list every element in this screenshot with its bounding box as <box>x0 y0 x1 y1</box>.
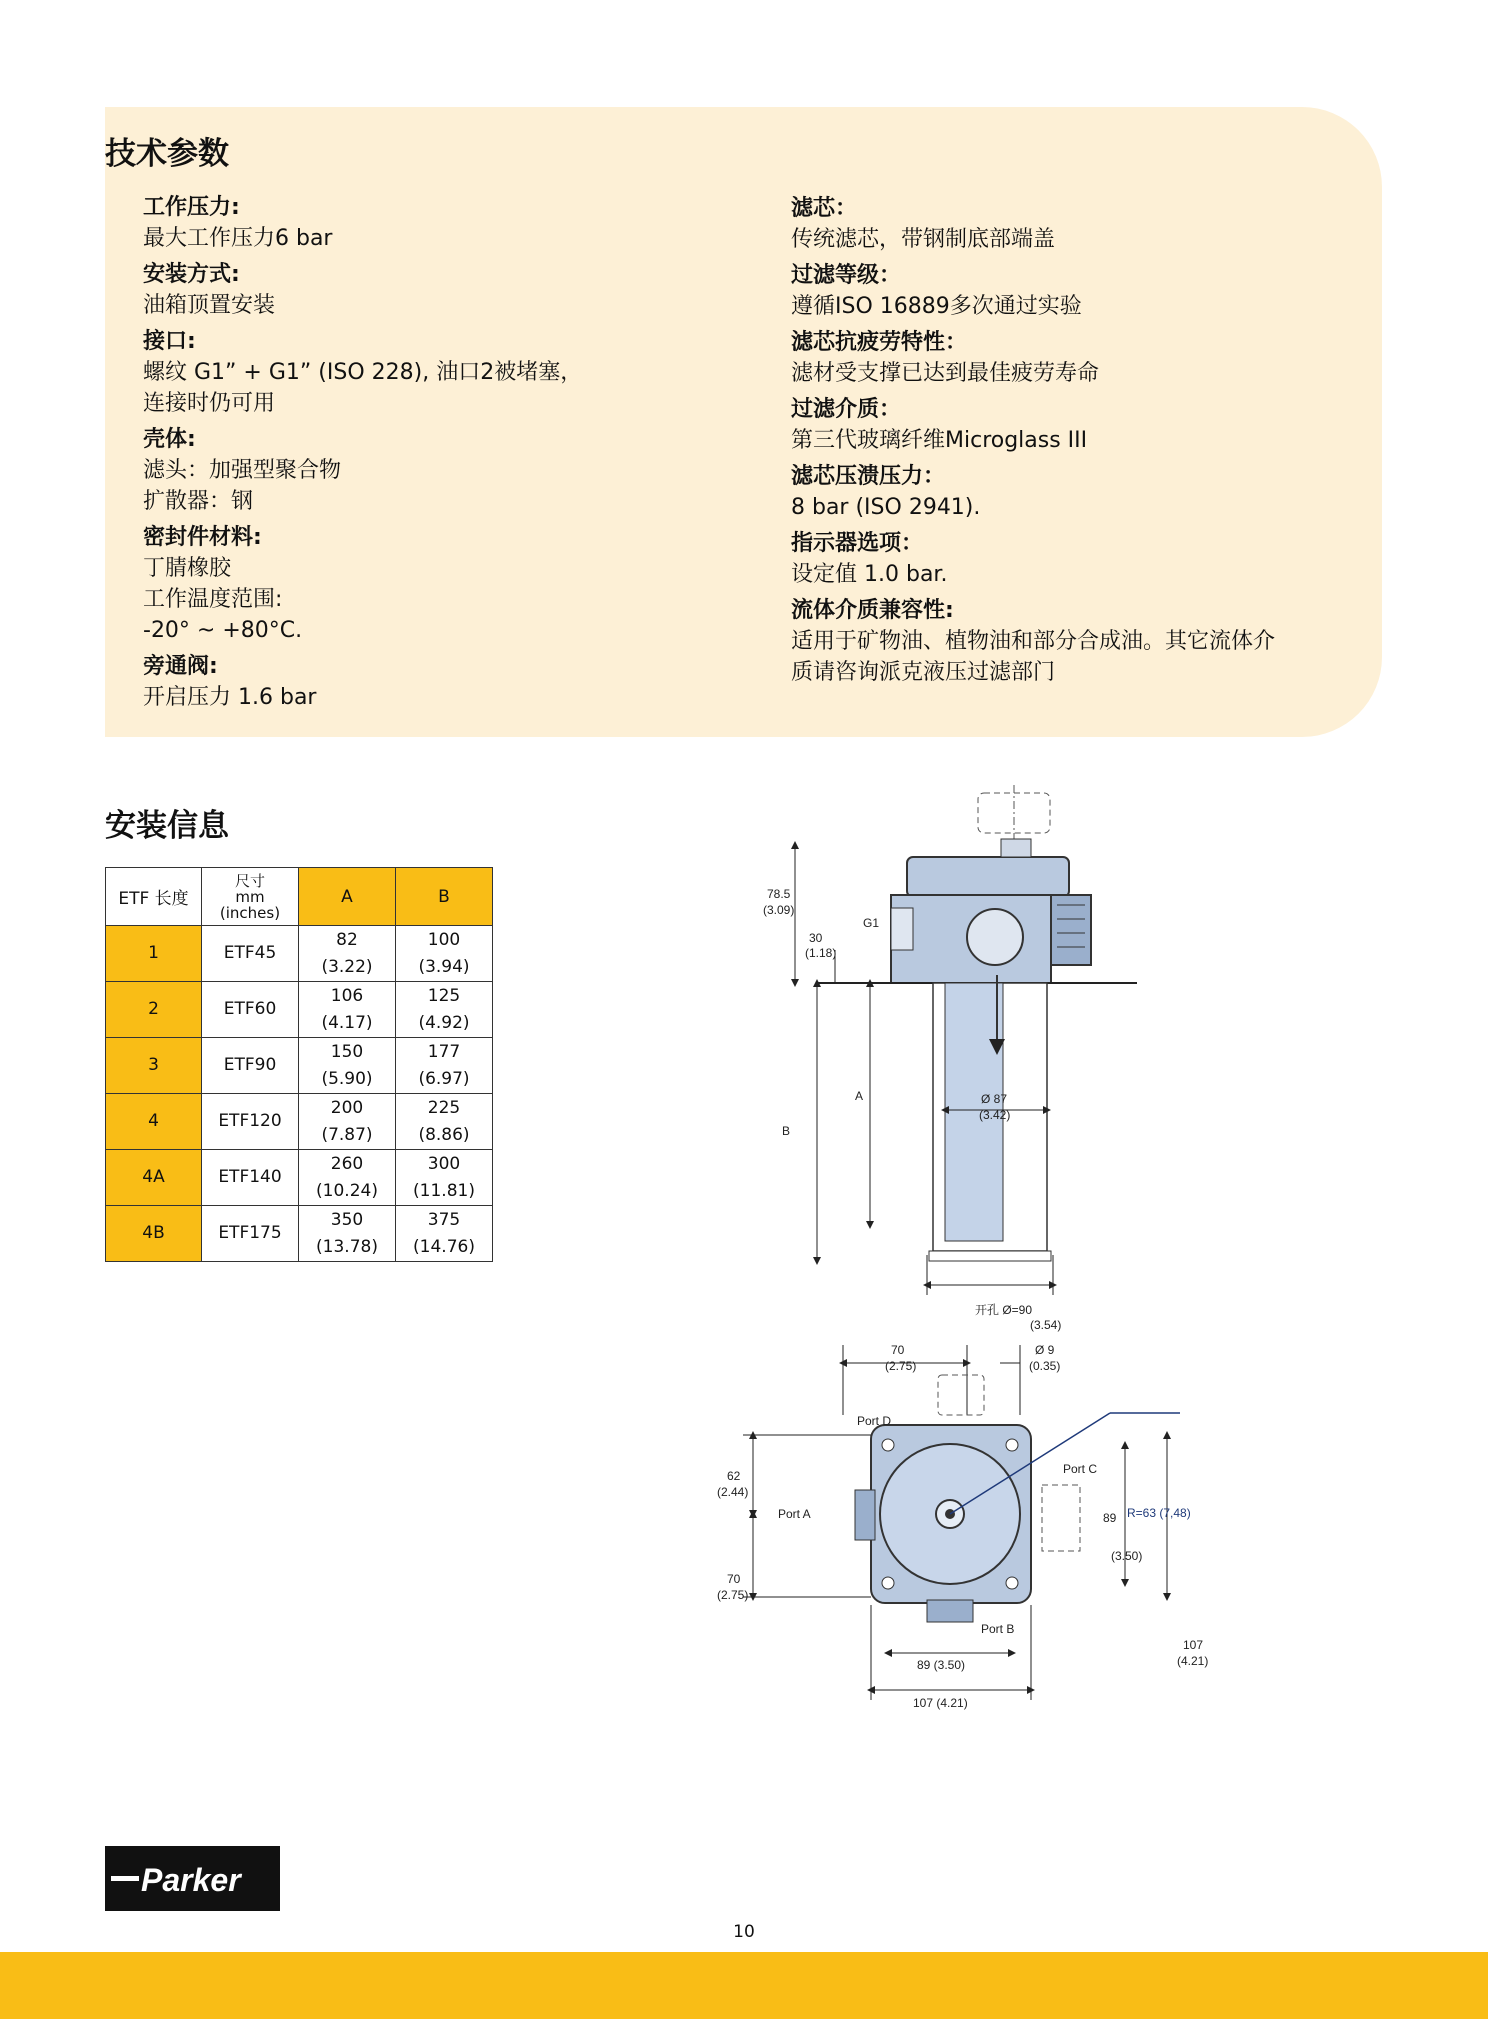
dim-g1: G1 <box>863 916 880 930</box>
dim-87: Ø 87 <box>981 1092 1008 1106</box>
spec-value: 8 bar (ISO 2941). <box>791 495 981 520</box>
spec-label: 过滤等级： <box>791 263 902 288</box>
logo-text: Parker <box>141 1862 241 1898</box>
spec-value: 设定值 1.0 bar. <box>791 562 948 587</box>
dim-70-left: 70 <box>727 1572 741 1586</box>
dim-1-18: (1.18) <box>805 946 837 960</box>
spec-label: 密封件材料: <box>143 525 262 550</box>
dim-62: 62 <box>727 1469 741 1483</box>
dim-3-54: (3.54) <box>1030 1318 1062 1332</box>
dim-89-right: 89 <box>1103 1511 1117 1525</box>
b-cell <box>396 982 493 1038</box>
length-cell: 4A <box>106 1150 202 1206</box>
dim-30: 30 <box>809 931 823 945</box>
dim-107-bottom: 107 (4.21) <box>913 1696 968 1710</box>
model-cell: ETF175 <box>202 1206 299 1262</box>
b-cell <box>396 1094 493 1150</box>
technical-drawing <box>705 785 1230 1740</box>
indicator-plan-outline <box>938 1375 984 1415</box>
table-row <box>106 926 493 982</box>
spec-value: 丁腈橡胶 工作温度范围: -20° ~ +80°C. <box>143 556 303 643</box>
model-cell: ETF45 <box>202 926 299 982</box>
dim-4-21-right: (4.21) <box>1177 1654 1209 1668</box>
install-table <box>105 867 493 1262</box>
filter-head <box>891 839 1091 983</box>
header-a: A <box>299 868 396 926</box>
dim-b: B <box>782 1124 791 1138</box>
header-b: B <box>396 868 493 926</box>
spec-value: 油箱顶置安装 <box>143 293 276 318</box>
model-cell: ETF140 <box>202 1150 299 1206</box>
table-row <box>106 1038 493 1094</box>
table-row <box>106 982 493 1038</box>
dim-2-44: (2.44) <box>717 1485 749 1499</box>
dim-3-42: (3.42) <box>979 1108 1011 1122</box>
b-mm: 225 <box>427 1097 461 1118</box>
b-inches: (8.86) <box>418 1124 470 1145</box>
install-title: 安装信息 <box>105 808 229 844</box>
spec-value: 第三代玻璃纤维Microglass III <box>791 428 1088 453</box>
b-mm: 300 <box>427 1153 461 1174</box>
page-number: 10 <box>733 1922 755 1942</box>
port-d-label: Port D <box>857 1414 892 1428</box>
a-inches: (13.78) <box>316 1236 378 1257</box>
a-cell <box>299 926 396 982</box>
spec-value: 螺纹 G1” + G1” (ISO 228), 油口2被堵塞， 连接时仍可用 <box>143 360 583 416</box>
a-inches: (3.22) <box>321 956 373 977</box>
dim-89-bottom: 89 (3.50) <box>917 1658 966 1672</box>
dim-hole: 开孔 Ø=90 <box>975 1303 1033 1317</box>
spec-value: 滤头：加强型聚合物 扩散器：钢 <box>143 458 342 514</box>
a-mm: 260 <box>330 1153 364 1174</box>
b-inches: (14.76) <box>413 1236 475 1257</box>
dim-2-75-left: (2.75) <box>717 1588 749 1602</box>
table-row <box>106 1206 493 1262</box>
spec-value: 最大工作压力6 bar <box>143 226 333 251</box>
table-header-row <box>106 868 493 926</box>
a-mm: 350 <box>330 1209 364 1230</box>
tech-left-column <box>143 192 733 713</box>
b-inches: (6.97) <box>418 1068 470 1089</box>
tech-right-column <box>791 193 1371 688</box>
header-length: ETF 长度 <box>106 868 202 926</box>
b-inches: (3.94) <box>418 956 470 977</box>
model-cell: ETF60 <box>202 982 299 1038</box>
spec-value: 传统滤芯，带钢制底部端盖 <box>791 227 1056 252</box>
dim-78-5: 78.5 <box>767 887 791 901</box>
dim-9: Ø 9 <box>1035 1343 1055 1357</box>
a-cell <box>299 1038 396 1094</box>
b-mm: 375 <box>427 1209 461 1230</box>
tech-title: 技术参数 <box>105 136 229 172</box>
a-mm: 150 <box>330 1041 364 1062</box>
spec-value: 滤材受支撑已达到最佳疲劳寿命 <box>791 361 1100 386</box>
a-cell <box>299 1150 396 1206</box>
length-cell: 3 <box>106 1038 202 1094</box>
a-cell <box>299 1206 396 1262</box>
table-row <box>106 1094 493 1150</box>
dim-a: A <box>855 1089 864 1103</box>
spec-label: 接口: <box>143 329 196 354</box>
b-mm: 100 <box>427 929 461 950</box>
b-cell <box>396 1150 493 1206</box>
model-cell: ETF120 <box>202 1094 299 1150</box>
port-a-label: Port A <box>778 1507 811 1521</box>
spec-label: 流体介质兼容性: <box>791 598 954 623</box>
a-mm: 106 <box>330 985 364 1006</box>
spec-value: 遵循ISO 16889多次通过实验 <box>791 294 1082 319</box>
a-mm: 82 <box>336 929 358 950</box>
spec-label: 工作压力: <box>143 195 240 220</box>
model-cell: ETF90 <box>202 1038 299 1094</box>
indicator-outline <box>978 785 1050 845</box>
a-inches: (7.87) <box>321 1124 373 1145</box>
a-inches: (4.17) <box>321 1012 373 1033</box>
spec-value: 开启压力 1.6 bar <box>143 685 317 710</box>
length-cell: 4B <box>106 1206 202 1262</box>
spec-label: 指示器选项： <box>791 531 924 556</box>
dim-r63: R=63 (7,48) <box>1127 1506 1191 1520</box>
port-c-label: Port C <box>1063 1462 1098 1476</box>
dim-70-top: 70 <box>891 1343 905 1357</box>
spec-label: 安装方式: <box>143 262 240 287</box>
footer-bar <box>0 1952 1488 2019</box>
a-cell <box>299 982 396 1038</box>
dim-0-35: (0.35) <box>1029 1359 1061 1373</box>
a-mm: 200 <box>330 1097 364 1118</box>
b-mm: 177 <box>427 1041 461 1062</box>
port-b-label: Port B <box>981 1622 1015 1636</box>
parker-logo <box>105 1846 280 1911</box>
spec-value: 适用于矿物油、植物油和部分合成油。其它流体介 质请咨询派克液压过滤部门 <box>791 629 1276 685</box>
spec-label: 过滤介质： <box>791 397 902 422</box>
b-cell <box>396 1206 493 1262</box>
b-inches: (4.92) <box>418 1012 470 1033</box>
spec-label: 滤芯： <box>791 196 858 221</box>
b-cell <box>396 926 493 982</box>
spec-label: 旁通阀: <box>143 654 218 679</box>
a-cell <box>299 1094 396 1150</box>
plan-dimensions-top <box>843 1345 1020 1415</box>
b-inches: (11.81) <box>413 1180 475 1201</box>
spec-label: 滤芯压溃压力： <box>791 464 946 489</box>
dim-107-right: 107 <box>1183 1638 1204 1652</box>
length-cell: 1 <box>106 926 202 982</box>
b-cell <box>396 1038 493 1094</box>
dim-3-50-right: (3.50) <box>1111 1549 1143 1563</box>
a-inches: (5.90) <box>321 1068 373 1089</box>
a-inches: (10.24) <box>316 1180 378 1201</box>
length-cell: 2 <box>106 982 202 1038</box>
header-dimension: 尺寸 mm (inches) <box>202 868 299 926</box>
b-mm: 125 <box>427 985 461 1006</box>
dim-2-75-top: (2.75) <box>885 1359 917 1373</box>
table-row <box>106 1150 493 1206</box>
length-cell: 4 <box>106 1094 202 1150</box>
spec-label: 壳体: <box>143 427 196 452</box>
dim-3-09: (3.09) <box>763 903 795 917</box>
spec-label: 滤芯抗疲劳特性： <box>791 330 968 355</box>
